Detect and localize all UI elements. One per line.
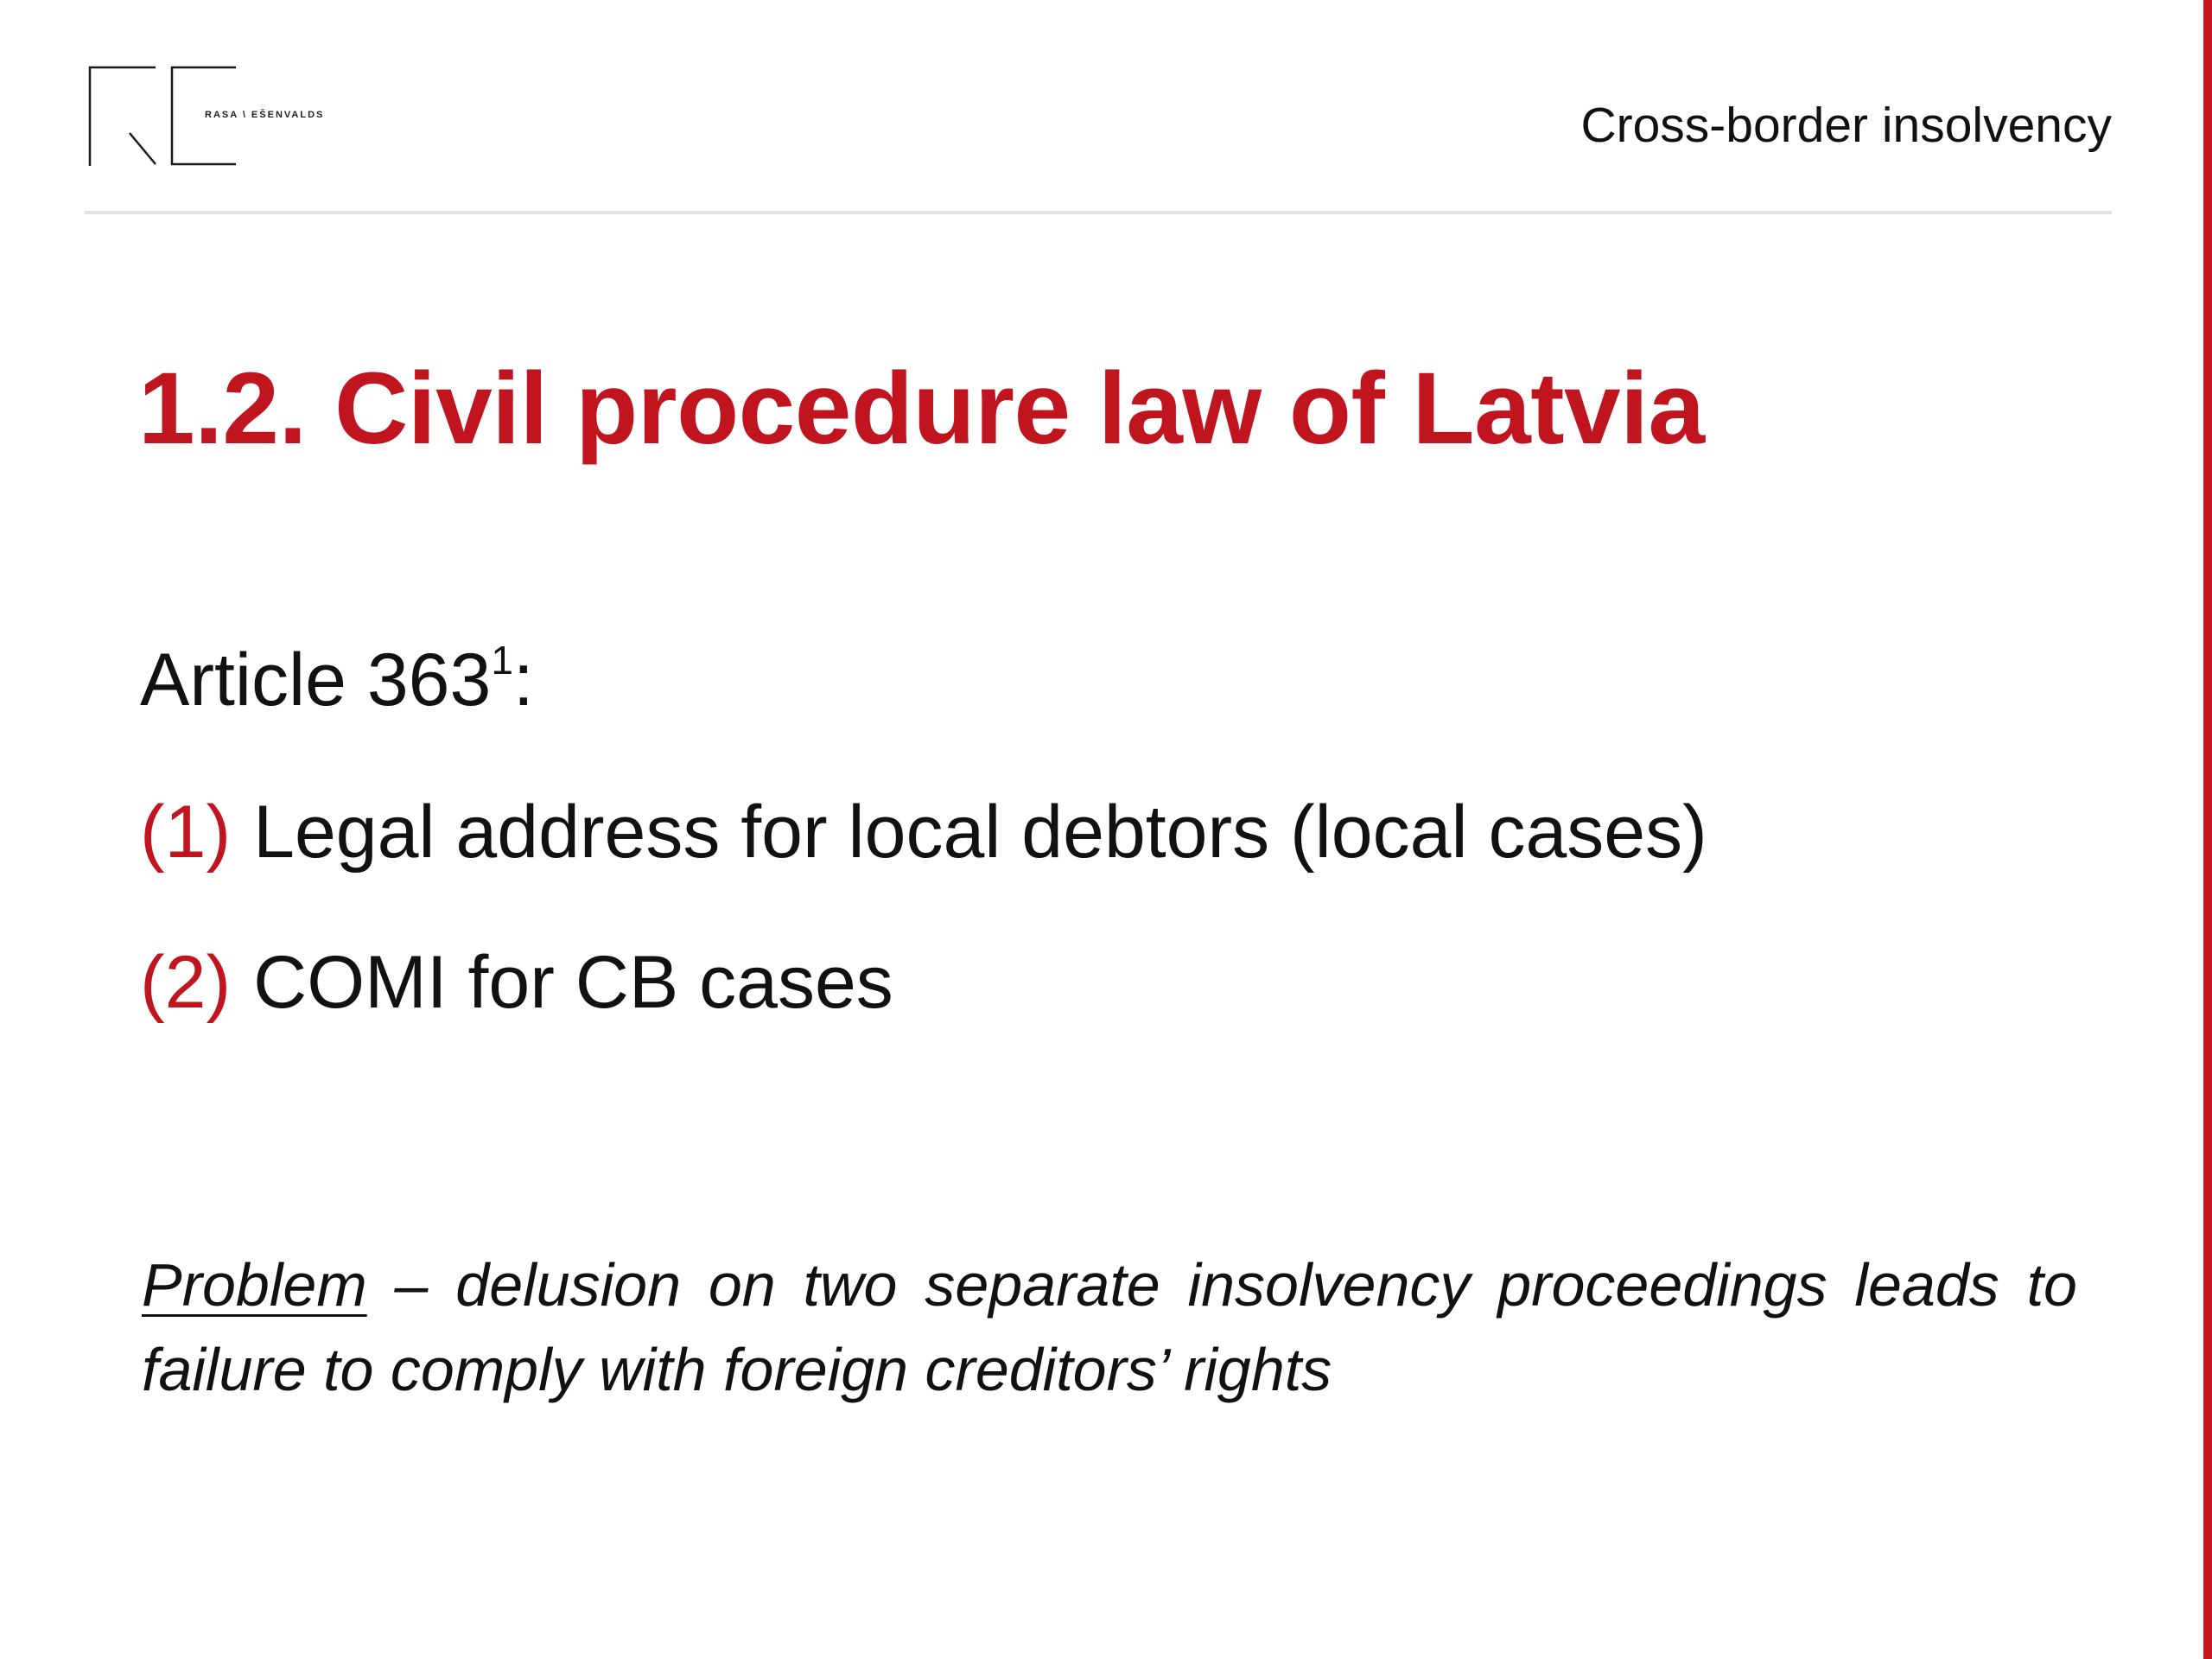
problem-text: – delusion on two separate insolvency proceedings leads to failure to comply with foreign creditors’ rights [142, 1251, 2077, 1403]
logo-wordmark: RASA \ EŠENVALDS [205, 110, 325, 120]
problem-statement [142, 1243, 2077, 1412]
right-accent-bar [2203, 0, 2212, 1659]
list-item-number: (1) [140, 791, 232, 874]
list-item-text: COMI for CB cases [253, 941, 893, 1024]
article-suffix: : [512, 639, 534, 721]
list-item-number: (2) [140, 941, 232, 1024]
company-logo [86, 64, 346, 168]
header-divider [85, 211, 2112, 214]
slide-heading: 1.2. Civil procedure law of Latvia [138, 352, 1705, 466]
list-item-text: Legal address for local debtors (local cases) [253, 791, 1707, 874]
article-superscript: 1 [491, 638, 513, 683]
article-label: Article 363 [140, 639, 492, 721]
list-item [140, 940, 893, 1026]
problem-keyword: Problem [142, 1251, 367, 1319]
header-title: Cross-border insolvency [1580, 98, 2112, 153]
article-reference [140, 638, 534, 723]
list-item [140, 790, 1707, 875]
